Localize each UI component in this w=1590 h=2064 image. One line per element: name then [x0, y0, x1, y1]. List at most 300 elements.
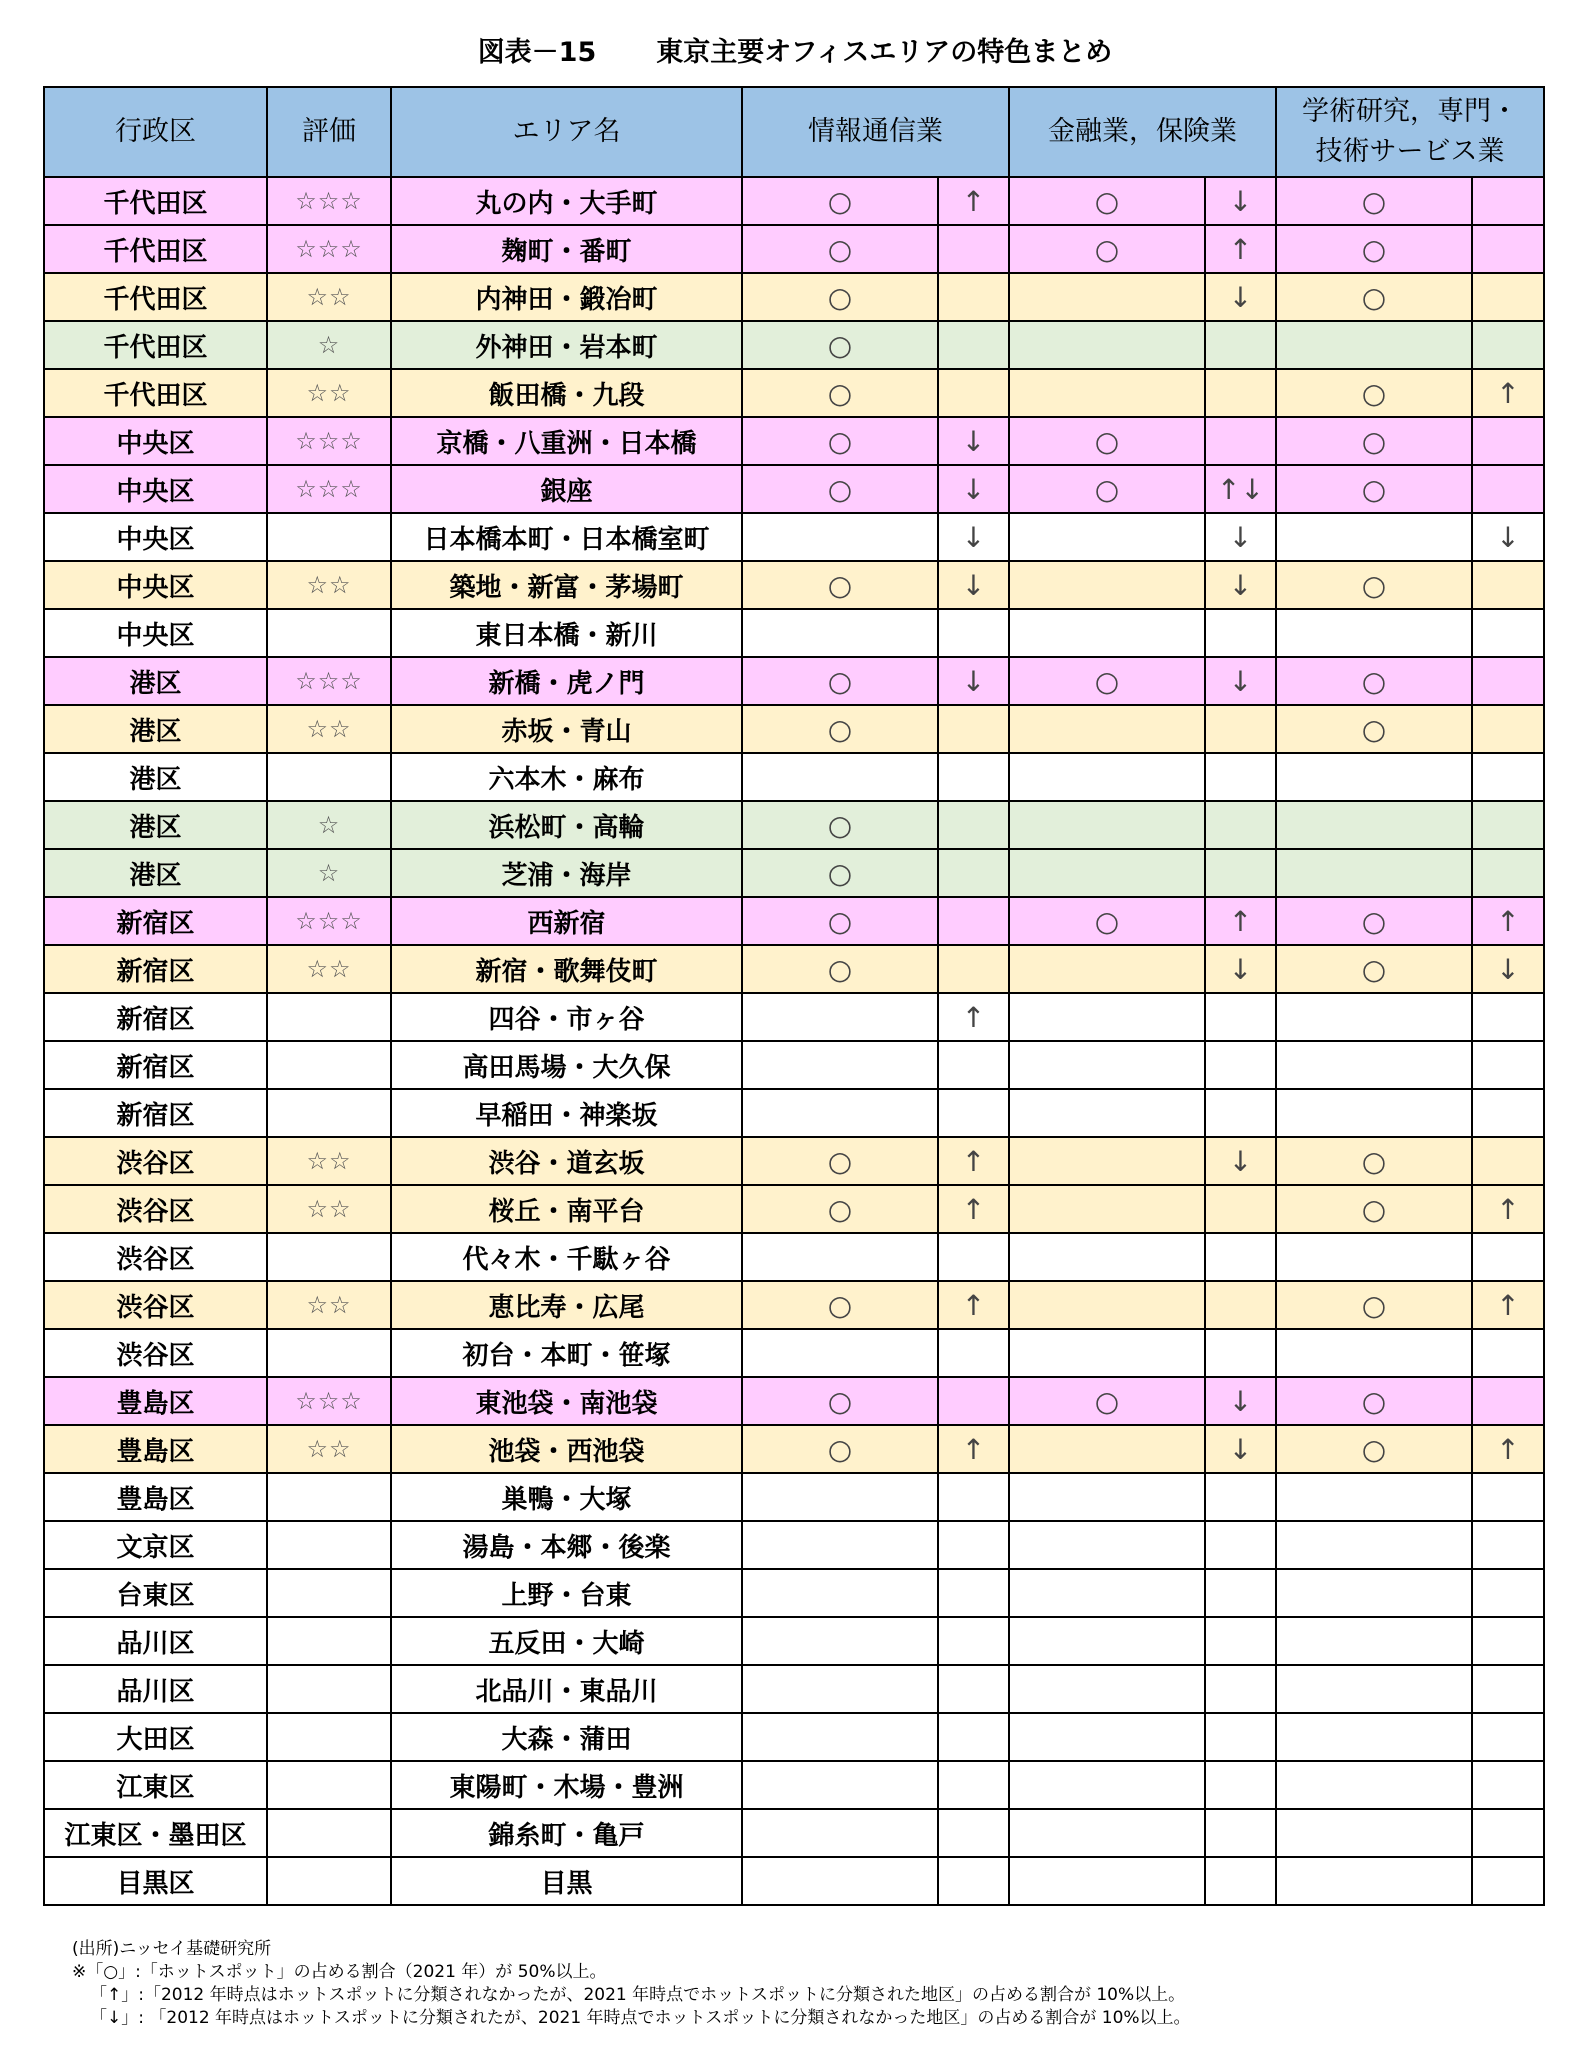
- table-row: [44, 849, 1544, 897]
- cell-finance-trend: ↑: [1205, 225, 1276, 273]
- cell-ict-trend: [938, 609, 1009, 657]
- cell-ict-trend: [938, 225, 1009, 273]
- cell-academic: [1276, 513, 1472, 561]
- cell-finance: [1009, 849, 1205, 897]
- cell-finance: ○: [1009, 897, 1205, 945]
- cell-rating: [267, 993, 391, 1041]
- cell-district: 千代田区: [44, 273, 267, 321]
- cell-ict-trend: [938, 705, 1009, 753]
- cell-finance: ○: [1009, 465, 1205, 513]
- cell-ict-trend: ↑: [938, 1137, 1009, 1185]
- cell-finance-trend: ↓: [1205, 1425, 1276, 1473]
- cell-ict-trend: ↑: [938, 1185, 1009, 1233]
- cell-finance-trend: [1205, 753, 1276, 801]
- cell-area: 湯島・本郷・後楽: [391, 1521, 742, 1569]
- table-header-row: [44, 87, 1544, 177]
- table-row: [44, 417, 1544, 465]
- cell-finance-trend: [1205, 1569, 1276, 1617]
- table-row: [44, 657, 1544, 705]
- cell-academic: ○: [1276, 273, 1472, 321]
- cell-ict-trend: [938, 321, 1009, 369]
- cell-ict: ○: [742, 465, 938, 513]
- cell-district: 新宿区: [44, 1041, 267, 1089]
- cell-ict: ○: [742, 657, 938, 705]
- table-row: [44, 561, 1544, 609]
- cell-finance-trend: [1205, 1041, 1276, 1089]
- cell-ict-trend: [938, 1713, 1009, 1761]
- table-body: [44, 177, 1544, 1905]
- cell-area: 渋谷・道玄坂: [391, 1137, 742, 1185]
- cell-area: 東池袋・南池袋: [391, 1377, 742, 1425]
- cell-district: 渋谷区: [44, 1137, 267, 1185]
- cell-academic-trend: [1472, 273, 1544, 321]
- cell-area: 飯田橋・九段: [391, 369, 742, 417]
- cell-area: 北品川・東品川: [391, 1665, 742, 1713]
- cell-rating: [267, 1329, 391, 1377]
- cell-academic-trend: ↓: [1472, 513, 1544, 561]
- cell-academic-trend: ↑: [1472, 1185, 1544, 1233]
- cell-ict-trend: ↓: [938, 657, 1009, 705]
- cell-academic: ○: [1276, 177, 1472, 225]
- cell-finance: [1009, 1185, 1205, 1233]
- cell-district: 千代田区: [44, 177, 267, 225]
- table-row: [44, 321, 1544, 369]
- cell-finance-trend: ↓: [1205, 657, 1276, 705]
- cell-area: 日本橋本町・日本橋室町: [391, 513, 742, 561]
- table-row: [44, 225, 1544, 273]
- cell-academic-trend: [1472, 801, 1544, 849]
- cell-finance: [1009, 1425, 1205, 1473]
- cell-academic: ○: [1276, 417, 1472, 465]
- table-row: [44, 1761, 1544, 1809]
- note-source: (出所)ニッセイ基礎研究所: [72, 1939, 272, 1959]
- cell-finance: ○: [1009, 657, 1205, 705]
- cell-rating: [267, 1809, 391, 1857]
- cell-finance: [1009, 1809, 1205, 1857]
- cell-district: 中央区: [44, 561, 267, 609]
- footnotes: [72, 1938, 1191, 2030]
- cell-area: 京橋・八重洲・日本橋: [391, 417, 742, 465]
- cell-district: 江東区・墨田区: [44, 1809, 267, 1857]
- cell-finance: [1009, 1281, 1205, 1329]
- cell-ict-trend: [938, 1473, 1009, 1521]
- table-row: [44, 273, 1544, 321]
- cell-finance: [1009, 1665, 1205, 1713]
- cell-ict: [742, 1569, 938, 1617]
- cell-ict-trend: [938, 369, 1009, 417]
- cell-finance-trend: [1205, 369, 1276, 417]
- cell-academic: [1276, 1617, 1472, 1665]
- cell-finance: [1009, 1329, 1205, 1377]
- cell-ict-trend: ↑: [938, 177, 1009, 225]
- cell-finance-trend: ↑↓: [1205, 465, 1276, 513]
- cell-area: 五反田・大崎: [391, 1617, 742, 1665]
- cell-academic-trend: [1472, 753, 1544, 801]
- cell-area: 西新宿: [391, 897, 742, 945]
- cell-area: 浜松町・高輪: [391, 801, 742, 849]
- cell-rating: [267, 1521, 391, 1569]
- cell-area: 築地・新富・茅場町: [391, 561, 742, 609]
- cell-finance: ○: [1009, 417, 1205, 465]
- cell-area: 大森・蒲田: [391, 1713, 742, 1761]
- cell-academic-trend: [1472, 609, 1544, 657]
- cell-ict: [742, 1665, 938, 1713]
- cell-ict: [742, 1521, 938, 1569]
- cell-finance: [1009, 1473, 1205, 1521]
- table-row: [44, 1089, 1544, 1137]
- cell-finance: [1009, 1521, 1205, 1569]
- cell-area: 高田馬場・大久保: [391, 1041, 742, 1089]
- cell-academic: [1276, 1521, 1472, 1569]
- cell-academic-trend: [1472, 1329, 1544, 1377]
- cell-rating: ☆: [267, 849, 391, 897]
- cell-rating: ☆☆: [267, 1425, 391, 1473]
- cell-finance: [1009, 1137, 1205, 1185]
- cell-ict-trend: ↓: [938, 561, 1009, 609]
- cell-finance-trend: [1205, 1089, 1276, 1137]
- cell-rating: ☆☆☆: [267, 225, 391, 273]
- cell-rating: ☆: [267, 801, 391, 849]
- header-academic-line2: 技術サービス業: [1315, 136, 1505, 167]
- cell-rating: ☆☆☆: [267, 417, 391, 465]
- cell-academic-trend: [1472, 177, 1544, 225]
- figure-number: 図表－15: [477, 37, 597, 68]
- cell-ict: [742, 1857, 938, 1905]
- cell-academic: ○: [1276, 657, 1472, 705]
- cell-academic: [1276, 801, 1472, 849]
- cell-ict-trend: [938, 1329, 1009, 1377]
- figure-title: [0, 30, 1590, 69]
- cell-rating: ☆☆☆: [267, 1377, 391, 1425]
- table-row: [44, 1713, 1544, 1761]
- cell-academic: [1276, 1857, 1472, 1905]
- cell-finance: [1009, 1089, 1205, 1137]
- cell-area: 赤坂・青山: [391, 705, 742, 753]
- cell-finance: [1009, 705, 1205, 753]
- cell-ict-trend: ↑: [938, 1425, 1009, 1473]
- cell-ict-trend: [938, 849, 1009, 897]
- note-up-arrow: 「↑」:「2012 年時点はホットスポットに分類されなかったが、2021 年時点でホットスポットに分類された地区」の占める割合が 10%以上。: [90, 1985, 1186, 2005]
- table-row: [44, 1233, 1544, 1281]
- cell-district: 港区: [44, 849, 267, 897]
- header-academic: [1276, 87, 1544, 177]
- cell-ict-trend: [938, 1857, 1009, 1905]
- cell-academic: [1276, 1569, 1472, 1617]
- cell-academic-trend: [1472, 1137, 1544, 1185]
- cell-finance: ○: [1009, 225, 1205, 273]
- cell-academic: ○: [1276, 225, 1472, 273]
- cell-district: 中央区: [44, 417, 267, 465]
- cell-academic-trend: [1472, 561, 1544, 609]
- cell-district: 千代田区: [44, 321, 267, 369]
- cell-district: 港区: [44, 753, 267, 801]
- cell-ict: ○: [742, 417, 938, 465]
- cell-district: 新宿区: [44, 945, 267, 993]
- cell-finance: [1009, 945, 1205, 993]
- table-row: [44, 369, 1544, 417]
- cell-finance: [1009, 369, 1205, 417]
- cell-ict: ○: [742, 897, 938, 945]
- cell-ict-trend: [938, 1521, 1009, 1569]
- cell-finance: [1009, 1761, 1205, 1809]
- cell-finance-trend: [1205, 1185, 1276, 1233]
- cell-academic-trend: ↑: [1472, 1425, 1544, 1473]
- table-row: [44, 465, 1544, 513]
- cell-ict: ○: [742, 801, 938, 849]
- cell-rating: [267, 1665, 391, 1713]
- cell-finance-trend: [1205, 993, 1276, 1041]
- note-down-arrow: 「↓」: 「2012 年時点はホットスポットに分類されたが、2021 年時点でホットスポットに分類されなかった地区」の占める割合が 10%以上。: [90, 2008, 1191, 2028]
- cell-district: 豊島区: [44, 1377, 267, 1425]
- header-area: エリア名: [391, 87, 742, 177]
- cell-district: 品川区: [44, 1617, 267, 1665]
- cell-academic: [1276, 1329, 1472, 1377]
- cell-ict: ○: [742, 177, 938, 225]
- cell-rating: ☆☆☆: [267, 465, 391, 513]
- cell-academic: [1276, 609, 1472, 657]
- cell-ict: ○: [742, 1281, 938, 1329]
- cell-finance-trend: [1205, 1665, 1276, 1713]
- table-row: [44, 1137, 1544, 1185]
- cell-district: 渋谷区: [44, 1281, 267, 1329]
- cell-area: 目黒: [391, 1857, 742, 1905]
- cell-area: 麹町・番町: [391, 225, 742, 273]
- cell-area: 初台・本町・笹塚: [391, 1329, 742, 1377]
- cell-academic: [1276, 1473, 1472, 1521]
- cell-academic-trend: [1472, 1857, 1544, 1905]
- cell-finance-trend: [1205, 1473, 1276, 1521]
- cell-finance-trend: [1205, 849, 1276, 897]
- cell-academic-trend: ↑: [1472, 369, 1544, 417]
- cell-ict: [742, 1617, 938, 1665]
- cell-area: 桜丘・南平台: [391, 1185, 742, 1233]
- cell-academic: [1276, 993, 1472, 1041]
- cell-ict: [742, 513, 938, 561]
- cell-ict-trend: ↑: [938, 1281, 1009, 1329]
- cell-ict: ○: [742, 705, 938, 753]
- cell-finance: [1009, 1569, 1205, 1617]
- cell-ict: ○: [742, 945, 938, 993]
- cell-finance-trend: [1205, 1809, 1276, 1857]
- cell-ict-trend: ↓: [938, 417, 1009, 465]
- cell-rating: [267, 1569, 391, 1617]
- cell-finance-trend: [1205, 1281, 1276, 1329]
- table-row: [44, 1569, 1544, 1617]
- cell-finance-trend: ↓: [1205, 177, 1276, 225]
- cell-ict-trend: [938, 801, 1009, 849]
- cell-district: 渋谷区: [44, 1329, 267, 1377]
- cell-finance-trend: ↓: [1205, 1137, 1276, 1185]
- cell-finance-trend: [1205, 1233, 1276, 1281]
- cell-finance-trend: [1205, 1857, 1276, 1905]
- cell-academic: ○: [1276, 561, 1472, 609]
- cell-finance-trend: ↓: [1205, 1377, 1276, 1425]
- cell-academic: ○: [1276, 1377, 1472, 1425]
- cell-rating: [267, 753, 391, 801]
- cell-academic: [1276, 1761, 1472, 1809]
- cell-rating: ☆☆: [267, 1185, 391, 1233]
- cell-finance: [1009, 993, 1205, 1041]
- cell-district: 港区: [44, 705, 267, 753]
- cell-ict: [742, 1329, 938, 1377]
- cell-ict: [742, 1473, 938, 1521]
- cell-academic-trend: [1472, 225, 1544, 273]
- cell-academic-trend: [1472, 321, 1544, 369]
- cell-rating: [267, 1473, 391, 1521]
- cell-academic-trend: ↑: [1472, 897, 1544, 945]
- cell-finance-trend: ↓: [1205, 561, 1276, 609]
- cell-academic-trend: [1472, 849, 1544, 897]
- header-ict: 情報通信業: [742, 87, 1009, 177]
- cell-academic: ○: [1276, 705, 1472, 753]
- cell-ict-trend: [938, 1377, 1009, 1425]
- cell-finance: [1009, 321, 1205, 369]
- cell-academic-trend: [1472, 1761, 1544, 1809]
- table-row: [44, 801, 1544, 849]
- cell-ict-trend: [938, 897, 1009, 945]
- cell-area: 銀座: [391, 465, 742, 513]
- cell-academic-trend: [1472, 1809, 1544, 1857]
- cell-finance: [1009, 753, 1205, 801]
- cell-ict: [742, 1809, 938, 1857]
- cell-finance-trend: [1205, 417, 1276, 465]
- cell-ict-trend: [938, 1761, 1009, 1809]
- cell-district: 豊島区: [44, 1473, 267, 1521]
- table-row: [44, 1041, 1544, 1089]
- cell-finance: [1009, 1713, 1205, 1761]
- cell-finance-trend: [1205, 801, 1276, 849]
- cell-district: 文京区: [44, 1521, 267, 1569]
- cell-ict-trend: ↑: [938, 993, 1009, 1041]
- cell-finance: [1009, 801, 1205, 849]
- cell-area: 芝浦・海岸: [391, 849, 742, 897]
- cell-academic-trend: [1472, 465, 1544, 513]
- cell-academic-trend: [1472, 1473, 1544, 1521]
- cell-rating: [267, 1761, 391, 1809]
- cell-finance: [1009, 1617, 1205, 1665]
- cell-rating: [267, 1857, 391, 1905]
- cell-ict: [742, 1713, 938, 1761]
- cell-academic-trend: ↓: [1472, 945, 1544, 993]
- cell-academic: ○: [1276, 945, 1472, 993]
- cell-ict: ○: [742, 369, 938, 417]
- table-row: [44, 993, 1544, 1041]
- cell-area: 内神田・鍛冶町: [391, 273, 742, 321]
- table-row: [44, 705, 1544, 753]
- cell-academic-trend: [1472, 1665, 1544, 1713]
- cell-finance-trend: ↓: [1205, 513, 1276, 561]
- cell-rating: [267, 609, 391, 657]
- cell-academic: [1276, 1713, 1472, 1761]
- cell-finance-trend: [1205, 609, 1276, 657]
- cell-district: 中央区: [44, 609, 267, 657]
- cell-district: 豊島区: [44, 1425, 267, 1473]
- cell-ict: [742, 1233, 938, 1281]
- cell-finance: [1009, 561, 1205, 609]
- cell-ict: [742, 1761, 938, 1809]
- cell-ict: ○: [742, 1137, 938, 1185]
- cell-finance-trend: [1205, 1713, 1276, 1761]
- cell-rating: ☆☆: [267, 273, 391, 321]
- cell-academic-trend: [1472, 417, 1544, 465]
- table-row: [44, 177, 1544, 225]
- cell-district: 千代田区: [44, 225, 267, 273]
- cell-academic: [1276, 1665, 1472, 1713]
- cell-ict-trend: [938, 1089, 1009, 1137]
- cell-finance: [1009, 513, 1205, 561]
- cell-academic-trend: [1472, 1089, 1544, 1137]
- cell-rating: ☆☆: [267, 369, 391, 417]
- cell-ict: ○: [742, 1377, 938, 1425]
- cell-ict-trend: [938, 1809, 1009, 1857]
- cell-rating: ☆☆☆: [267, 897, 391, 945]
- cell-area: 早稲田・神楽坂: [391, 1089, 742, 1137]
- cell-academic: [1276, 849, 1472, 897]
- cell-rating: ☆☆: [267, 705, 391, 753]
- header-district: 行政区: [44, 87, 267, 177]
- cell-academic: [1276, 753, 1472, 801]
- cell-ict: ○: [742, 849, 938, 897]
- cell-academic-trend: [1472, 993, 1544, 1041]
- cell-academic: ○: [1276, 1185, 1472, 1233]
- cell-academic-trend: [1472, 1041, 1544, 1089]
- cell-district: 新宿区: [44, 1089, 267, 1137]
- cell-district: 渋谷区: [44, 1185, 267, 1233]
- cell-area: 上野・台東: [391, 1569, 742, 1617]
- cell-academic: ○: [1276, 1425, 1472, 1473]
- cell-finance: [1009, 1857, 1205, 1905]
- cell-academic: [1276, 1809, 1472, 1857]
- cell-ict: [742, 1041, 938, 1089]
- cell-rating: ☆☆: [267, 561, 391, 609]
- table-row: [44, 1809, 1544, 1857]
- cell-finance: ○: [1009, 1377, 1205, 1425]
- cell-ict-trend: ↓: [938, 465, 1009, 513]
- cell-ict: ○: [742, 1425, 938, 1473]
- cell-finance-trend: [1205, 1329, 1276, 1377]
- cell-rating: [267, 1041, 391, 1089]
- cell-finance-trend: [1205, 1761, 1276, 1809]
- cell-district: 港区: [44, 657, 267, 705]
- table-row: [44, 945, 1544, 993]
- cell-ict: [742, 753, 938, 801]
- cell-finance: [1009, 273, 1205, 321]
- cell-academic-trend: [1472, 1233, 1544, 1281]
- cell-finance-trend: [1205, 1617, 1276, 1665]
- cell-district: 大田区: [44, 1713, 267, 1761]
- cell-area: 東陽町・木場・豊洲: [391, 1761, 742, 1809]
- office-area-table: [43, 86, 1545, 1906]
- cell-rating: ☆☆: [267, 1281, 391, 1329]
- cell-rating: [267, 1233, 391, 1281]
- table-row: [44, 1473, 1544, 1521]
- cell-finance: ○: [1009, 177, 1205, 225]
- cell-academic: ○: [1276, 897, 1472, 945]
- cell-finance: [1009, 1041, 1205, 1089]
- cell-academic-trend: [1472, 705, 1544, 753]
- cell-district: 目黒区: [44, 1857, 267, 1905]
- cell-ict: ○: [742, 561, 938, 609]
- cell-area: 外神田・岩本町: [391, 321, 742, 369]
- cell-academic-trend: [1472, 1713, 1544, 1761]
- cell-area: 錦糸町・亀戸: [391, 1809, 742, 1857]
- cell-academic: ○: [1276, 465, 1472, 513]
- cell-academic-trend: [1472, 657, 1544, 705]
- cell-finance-trend: [1205, 1521, 1276, 1569]
- cell-academic: ○: [1276, 369, 1472, 417]
- cell-rating: [267, 513, 391, 561]
- cell-district: 港区: [44, 801, 267, 849]
